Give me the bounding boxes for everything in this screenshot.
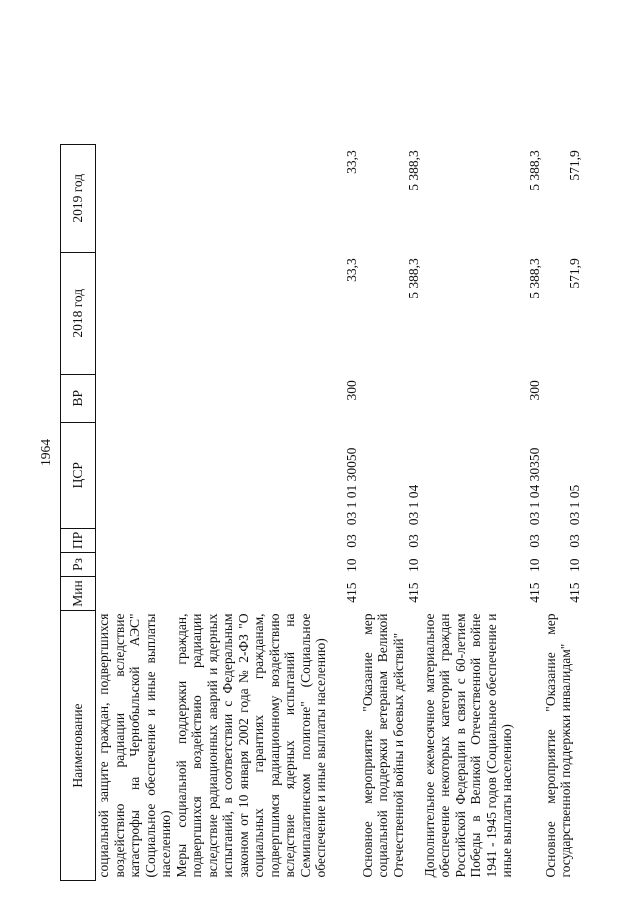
cell-csr [96,422,174,528]
table-row [174,144,360,880]
header-name: Наименование [61,611,96,881]
header-2019: 2019 год [61,144,96,252]
cell-pr [96,528,174,552]
cell-min: 415 [527,582,542,603]
cell-2018: 5 388,3 [406,258,421,299]
cell-rz: 10 [344,558,359,572]
cell-rz: 10 [406,558,421,572]
table-row [422,144,543,880]
cell-name: Дополнительное ежемесячное материальное обеспечение некоторых категорий граждан Российской Федерации в связи с 60-летием Победы в Великой Отечественной войне 1941 - 1945 годов (Социальное обеспечение и иные выплаты населению) [421,613,514,878]
cell-2018: 571,9 [567,258,582,289]
cell-2018: 5 388,3 [527,258,542,299]
cell-vr: 300 [527,380,542,401]
cell-name: Меры социальной поддержки граждан, подвергшихся воздействию радиации вследствие радиационных аварий и ядерных испытаний, в соответствии с Федеральным законом от 10 января 2002 года № 2-ФЗ "О социальных гарантиях гражданам, подвергшимся радиационному воздействию вследствие ядерных испытаний на Семипалатинском полигоне" (Социальное обеспечение и иные выплаты населению) [173,613,328,878]
cell-min: 415 [567,582,582,603]
table-header-row [61,144,96,880]
header-pr: ПР [61,528,96,552]
cell-vr [96,374,174,422]
cell-min: 415 [406,582,421,603]
cell-min [96,577,174,611]
cell-name: Основное мероприятие "Оказание мер государственной поддержки инвалидам" [542,613,573,878]
header-csr: ЦСР [61,422,96,528]
cell-2018: 33,3 [344,258,359,282]
cell-2019: 5 388,3 [406,150,421,191]
cell-2019: 5 388,3 [527,150,542,191]
header-vr: ВР [61,374,96,422]
cell-pr: 03 [344,534,359,548]
cell-name: социальной защите граждан, подвергшихся воздействию радиации вследствие катастрофы на Чернобыльской АЭС" (Социальное обеспечение и иные выплаты населению) [96,613,173,878]
cell-2019: 571,9 [567,150,582,181]
cell-vr [543,374,583,422]
cell-min: 415 [344,582,359,603]
cell-vr [360,374,422,422]
cell-csr: 03 1 01 30050 [344,447,359,526]
cell-csr: 03 1 04 30350 [527,447,542,526]
cell-rz: 10 [527,558,542,572]
cell-vr: 300 [344,380,359,401]
page-number: 1964 [38,439,53,466]
cell-pr: 03 [406,534,421,548]
cell-csr: 03 1 04 [406,484,421,526]
header-rz: Рз [61,553,96,577]
table-row [543,144,583,880]
cell-rz [96,553,174,577]
cell-rz: 10 [567,558,582,572]
header-min: Мин [61,577,96,611]
cell-2018 [96,252,174,374]
table-row [96,144,174,880]
cell-2019 [96,144,174,252]
cell-csr: 03 1 05 [567,484,582,526]
cell-pr: 03 [567,534,582,548]
budget-table [60,144,583,881]
header-2018: 2018 год [61,252,96,374]
table-row [360,144,422,880]
cell-name: Основное мероприятие "Оказание мер социальной поддержки ветеранам Великой Отечественной войны и боевых действий" [359,613,406,878]
cell-pr: 03 [527,534,542,548]
cell-2019: 33,3 [344,150,359,174]
